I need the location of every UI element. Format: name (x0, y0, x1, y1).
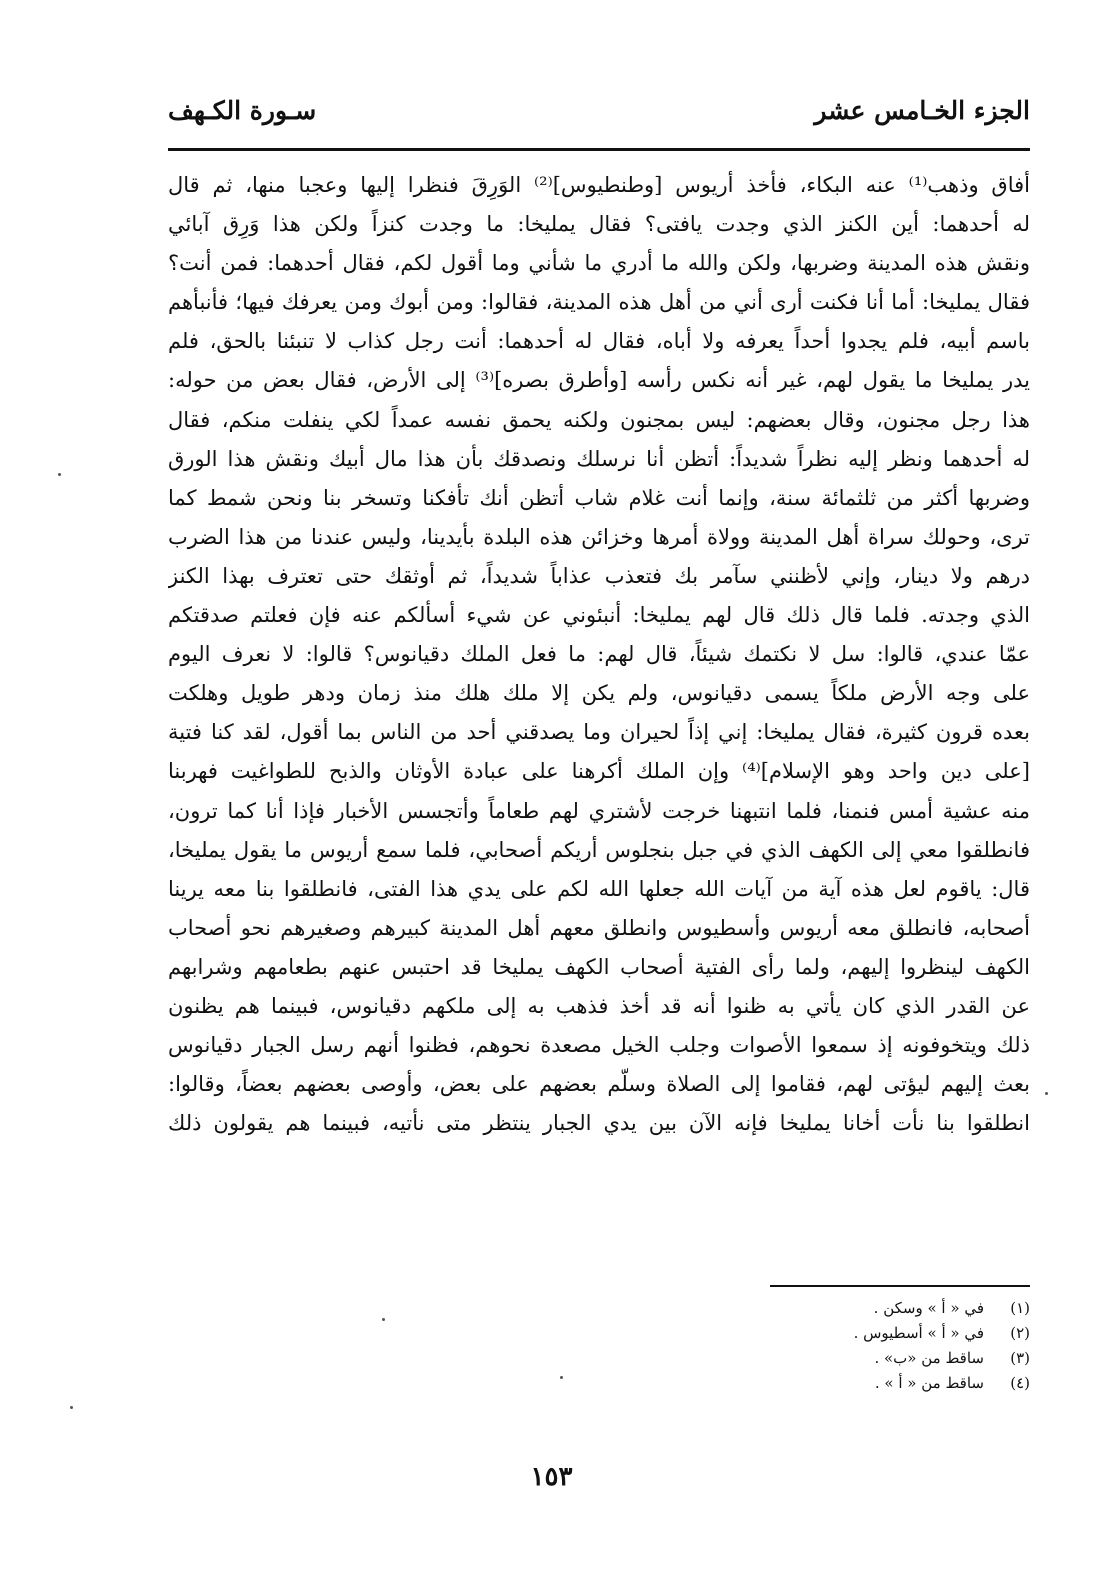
footnotes (630, 1296, 1030, 1396)
text-line: منه عشية أمس فنمنا، فلما انتبهنا خرجت لأشتري لهم طعاماً وأتجسس الأخبار فإذا أنا كما ترون، (168, 798, 1030, 823)
text-line: بعده قرون كثيرة، فقال يمليخا: إني إذاً لحيران وما يصدقني أحد من الناس بما أقول، لقد كنا فتية (168, 720, 1030, 745)
scan-speck (70, 1406, 73, 1409)
text-line: [على دين واحد وهو الإسلام]⁽⁴⁾ وإن الملك أكرهنا على عبادة الأوثان والذبح للطواغيت فهربنا (168, 759, 1030, 784)
text-line: درهم ولا دينار، وإني لأظنني سآمر بك فتعذب عذاباً شديداً، ثم أوثقك حتى تعترف بهذا الكنز (168, 563, 1030, 588)
surah-title: سـورة الكـهف (168, 96, 317, 125)
footnote-number: (٣) (1010, 1349, 1030, 1367)
scan-speck (382, 1318, 385, 1321)
footnote-item (630, 1321, 1030, 1346)
footnote-text: ساقط من « أ » . (874, 1374, 984, 1392)
footnote-number: (١) (1010, 1299, 1030, 1317)
text-line: أفاق وذهب⁽¹⁾ عنه البكاء، فأخذ أريوس [وطنطيوس]⁽²⁾ الوَرِقَ فنظرا إليها وعجبا منها، ثم قال (168, 173, 1030, 197)
text-line: له أحدهما: أين الكنز الذي وجدت يافتى؟ فقال يمليخا: ما وجدت كنزاً ولكن هذا وَرِق آبائي (168, 212, 1030, 237)
text-line: يدر يمليخا ما يقول لهم، غير أنه نكس رأسه [وأطرق بصره]⁽³⁾ إلى الأرض، فقال بعض من حوله: (168, 368, 1030, 393)
text-line: ترى، وحولك سراة أهل المدينة وولاة أمرها وخزائن هذه البلدة بأيدينا، وليس عندنا من هذا الضرب (168, 524, 1030, 549)
main-text (168, 166, 1030, 1143)
footnote-item (630, 1296, 1030, 1321)
scan-speck (560, 1376, 563, 1379)
scan-speck (58, 473, 61, 476)
footnote-item (630, 1371, 1030, 1396)
text-line: انطلقوا بنا نأت أخانا يمليخا فإنه الآن بين يدي الجبار ينتظر متى نأتيه، فبينما هم يقولون ذلك (168, 1111, 1030, 1136)
text-line: ونقش هذه المدينة وضربها، ولكن والله ما أدري ما شأني وما أقول لكم، فقال أحدهما: فمن أنت؟ (168, 251, 1030, 276)
text-line: باسم أبيه، فلم يجدوا أحداً يعرفه ولا أباه، فقال له أحدهما: أنت رجل كذاب لا تنبئنا بالحق، فلم (168, 329, 1030, 354)
footnote-divider (770, 1285, 1030, 1287)
text-line: قال: ياقوم لعل هذه آية من آيات الله جعلها الله لكم على يدي هذا الفتى، فانطلقوا بنا معه يرينا (168, 876, 1030, 901)
text-line: هذا رجل مجنون، وقال بعضهم: ليس بمجنون ولكنه يحمق نفسه عمداً لكي ينفلت منكم، فقال (168, 407, 1030, 432)
text-line: عمّا عندي، قالوا: سل لا نكتمك شيئاً، قال لهم: ما فعل الملك دقيانوس؟ قالوا: لا نعرف اليوم (168, 642, 1030, 667)
scan-speck (1045, 1092, 1048, 1095)
text-line: على وجه الأرض ملكاً يسمى دقيانوس، ولم يكن إلا ملك هلك منذ زمان ودهر طويل وهلكت (168, 681, 1030, 706)
text-line: أصحابه، فانطلق معه أريوس وأسطيوس وانطلق معهم أهل المدينة كبيرهم وصغيرهم نحو أصحاب (168, 915, 1030, 940)
page-number: ١٥٣ (530, 1462, 573, 1492)
text-line: بعث إليهم ليؤتى لهم، فقاموا إلى الصلاة وسلّم بعضهم على بعض، وأوصى بعضهم بعضاً، وقالوا: (168, 1072, 1030, 1097)
juz-title: الجزء الخـامس عشر (814, 96, 1030, 125)
text-line: وضربها أكثر من ثلثمائة سنة، وإنما أنت غلام شاب أتظن أنك تأفكنا وتسخر بنا ونحن شمط كما (168, 485, 1030, 510)
header-divider (168, 148, 1030, 151)
text-line: له أحدهما ونظر إليه نظراً شديداً: أتظن أنا نرسلك ونصدقك بأن هذا مال أبيك ونقش هذا الورق (168, 446, 1030, 471)
text-line: فانطلقوا معي إلى الكهف الذي في جبل بنجلوس أريكم أصحابي، فلما سمع أريوس ما يقول يمليخا، (168, 837, 1030, 862)
footnote-number: (٢) (1010, 1324, 1030, 1342)
text-line: عن القدر الذي كان يأتي به ظنوا أنه قد أخذ فذهب به إلى ملكهم دقيانوس، فبينما هم يظنون (168, 993, 1030, 1018)
footnote-text: في « أ » أسطيوس . (853, 1324, 984, 1342)
text-line: الذي وجدته. فلما قال ذلك قال لهم يمليخا: أنبئوني عن شيء أسألكم عنه فإن فعلتم صدقتكم (168, 603, 1030, 628)
footnote-item (630, 1346, 1030, 1371)
footnote-number: (٤) (1010, 1374, 1030, 1392)
text-line: فقال يمليخا: أما أنا فكنت أرى أني من أهل هذه المدينة، فقالوا: ومن أبوك ومن يعرفك فيها؛ فأنبأهم (168, 290, 1030, 315)
footnote-text: في « أ » وسكن . (873, 1299, 984, 1317)
text-line: ذلك ويتخوفونه إذ سمعوا الأصوات وجلب الخيل مصعدة نحوهم، فظنوا أنهم رسل الجبار دقيانوس (168, 1033, 1030, 1058)
text-line: الكهف لينظروا إليهم، ولما رأى الفتية أصحاب الكهف يمليخا قد احتبس عنهم بطعامهم وشرابهم (168, 954, 1030, 979)
footnote-text: ساقط من «ب» . (874, 1349, 984, 1367)
running-header (168, 96, 1030, 136)
